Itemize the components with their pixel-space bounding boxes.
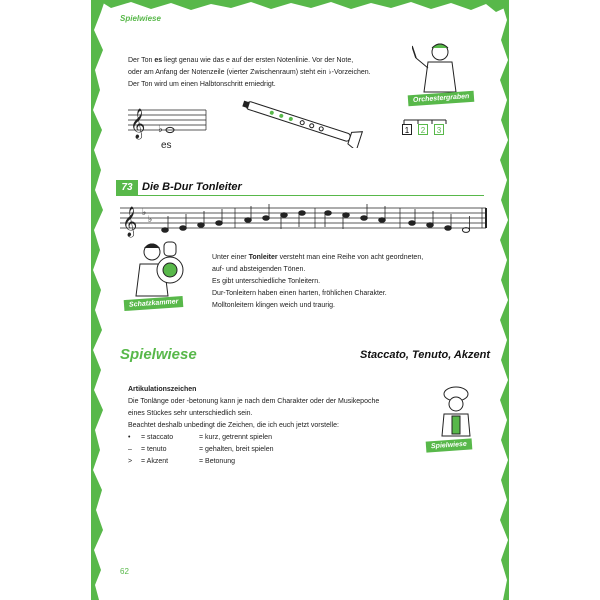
b-dur-scale-staff xyxy=(120,200,490,240)
tag-orchestergraben: Orchestergraben xyxy=(408,91,475,107)
fingering-number-3: 3 xyxy=(434,124,444,135)
intro-text: Der Ton xyxy=(128,57,155,64)
treble-clef-icon: 𝄞 xyxy=(130,109,146,139)
tonleiter-text: Unter einer xyxy=(212,254,249,261)
tonleiter-text: versteht man eine Reihe von acht geordneten, xyxy=(277,254,424,261)
articulation-name: = tenuto xyxy=(141,446,167,453)
note-label-es: es xyxy=(161,140,172,151)
section-title: Die B-Dur Tonleiter xyxy=(142,181,242,193)
articulation-description: = gehalten, breit spielen xyxy=(199,446,274,453)
intro-line-3: Der Ton wird um einen Halbtonschritt erniedrigt. xyxy=(128,81,276,88)
tonleiter-bold: Tonleiter xyxy=(248,254,278,261)
tuba-player-figure-icon xyxy=(134,240,192,298)
articulation-symbol: – xyxy=(128,446,132,453)
articulation-symbol: > xyxy=(128,458,133,465)
es-staff xyxy=(128,100,208,140)
tonleiter-line-5: Molltonleitern klingen weich und traurig. xyxy=(212,302,335,309)
header-small-title: Spielwiese xyxy=(120,14,161,23)
tag-spielwiese: Spielwiese xyxy=(426,438,472,452)
spielwiese-title: Spielwiese xyxy=(120,346,197,363)
fingering-number-1: 1 xyxy=(402,124,412,135)
musician-figure-icon xyxy=(436,386,476,438)
articulation-name: = Akzent xyxy=(141,458,169,465)
articulation-description: = Betonung xyxy=(199,458,236,465)
page-number: 62 xyxy=(120,567,129,576)
articulation-description: = kurz, getrennt spielen xyxy=(199,434,272,441)
flat-icon: ♭ xyxy=(158,124,163,135)
intro-bold-es: es xyxy=(154,57,163,64)
tonleiter-line-3: Es gibt unterschiedliche Tonleitern. xyxy=(212,278,321,285)
spielwiese-subtitle: Staccato, Tenuto, Akzent xyxy=(360,349,490,361)
section-number: 73 xyxy=(116,180,138,195)
articulation-symbol: • xyxy=(128,434,131,441)
tonleiter-line-2: auf- und absteigenden Tönen. xyxy=(212,266,306,273)
articulation-line-1: Die Tonlänge oder -betonung kann je nach dem Charakter oder der Musikepoche xyxy=(128,398,380,405)
intro-text: liegt genau wie das e auf der ersten Notenlinie. Vor der Note, xyxy=(162,57,354,64)
articulation-line-2: eines Stückes sehr unterschiedlich sein. xyxy=(128,410,253,417)
treble-clef-icon: 𝄞 xyxy=(122,207,138,237)
intro-line-1 xyxy=(128,55,353,66)
tonleiter-line-4: Dur-Tonleitern haben einen harten, fröhlichen Charakter. xyxy=(212,290,387,297)
intro-line-2: oder am Anfang der Notenzeile (vierter Zwischenraum) steht ein ♭-Vorzeichen. xyxy=(128,69,371,76)
articulation-name: = staccato xyxy=(141,434,174,441)
flat-icon: ♭ xyxy=(148,215,153,225)
articulation-line-3: Beachtet deshalb unbedingt die Zeichen, die ich euch jetzt vorstelle: xyxy=(128,422,339,429)
section-divider xyxy=(116,195,484,196)
clarinet-icon xyxy=(240,98,365,148)
fingering-number-2: 2 xyxy=(418,124,428,135)
articulation-heading: Artikulationszeichen xyxy=(128,386,197,393)
flat-icon: ♭ xyxy=(142,208,147,218)
conductor-figure-icon xyxy=(412,40,464,95)
tag-schatzkammer: Schatzkammer xyxy=(124,296,184,311)
tonleiter-line-1 xyxy=(212,252,423,263)
